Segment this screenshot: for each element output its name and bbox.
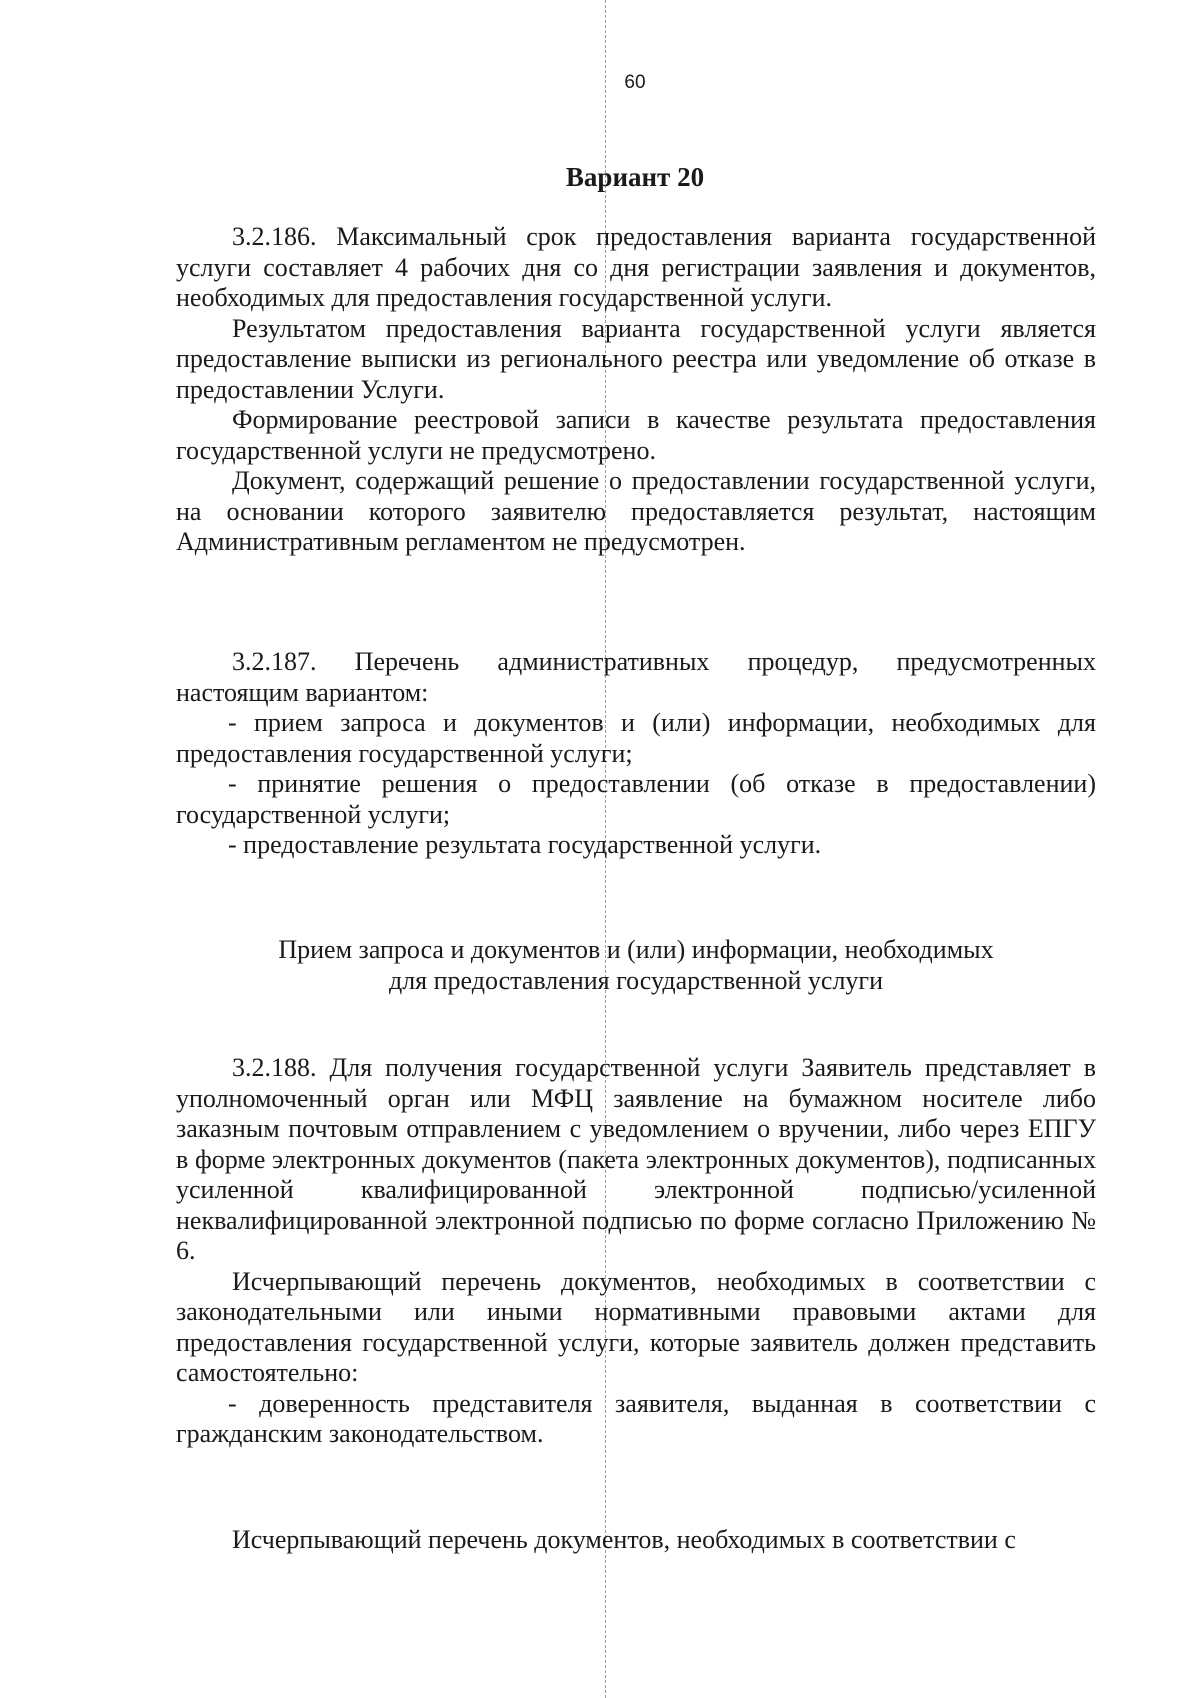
section-continuation <box>176 1525 1096 1556</box>
section-3-2-186 <box>176 222 1096 558</box>
section-3-2-187 <box>176 647 1096 861</box>
paragraph-result: Результатом предоставления варианта государственной услуги является предоставление выписки из регионального реестра или уведомление об отказе в предоставлении Услуги. <box>176 313 1096 404</box>
section-3-2-188 <box>176 1053 1096 1450</box>
paragraph-3-2-188-submission: 3.2.188. Для получения государственной услуги Заявитель представляет в уполномоченный орган или МФЦ заявление на бумажном носителе либо заказным почтовым отправлением с уведомлением о вручении, либо через ЕПГУ в форме электронных документов (пакета электронных документов), подписанных усиленной квалифицированной электронной подписью/усиленной неквалифицированной электронной подписью по форме согласно Приложению № 6. <box>176 1053 1096 1265</box>
list-item: - доверенность представителя заявителя, выданная в соответствии с гражданским законодательством. <box>176 1388 1096 1448</box>
subheading-line-1: Прием запроса и документов и (или) информации, необходимых <box>278 935 994 964</box>
list-item: - предоставление результата государственной услуги. <box>228 830 822 859</box>
paragraph-procedures-intro: 3.2.187. Перечень административных процедур, предусмотренных настоящим вариантом: <box>176 647 1096 707</box>
paragraph-registry-record: Формирование реестровой записи в качестве результата предоставления государственной услуги не предусмотрено. <box>176 405 1096 465</box>
paragraph-3-2-186-term: 3.2.186. Максимальный срок предоставления варианта государственной услуги составляет 4 рабочих дня со дня регистрации заявления и документов, необходимых для предоставления государственной услуги. <box>176 222 1096 312</box>
subheading-line-2: для предоставления государственной услуги <box>388 965 884 995</box>
paragraph-required-documents: Исчерпывающий перечень документов, необходимых в соответствии с законодательными или иными нормативными правовыми актами для предоставления государственной услуги, которые заявитель должен представить самостоятельно: <box>176 1266 1096 1387</box>
page-number: 60 <box>624 72 646 93</box>
paragraph-decision-document: Документ, содержащий решение о предоставлении государственной услуги, на основании которого заявителю предоставляется результат, настоящим Административным регламентом не предусмотрен. <box>176 466 1096 556</box>
section-subheading <box>176 935 1096 996</box>
list-item: - принятие решения о предоставлении (об отказе в предоставлении) государственной услуги; <box>176 769 1096 829</box>
page-title: Вариант 20 <box>565 162 705 192</box>
list-item: - прием запроса и документов и (или) информации, необходимых для предоставления государственной услуги; <box>176 708 1096 768</box>
paragraph-continuation: Исчерпывающий перечень документов, необходимых в соответствии с <box>232 1525 1016 1554</box>
